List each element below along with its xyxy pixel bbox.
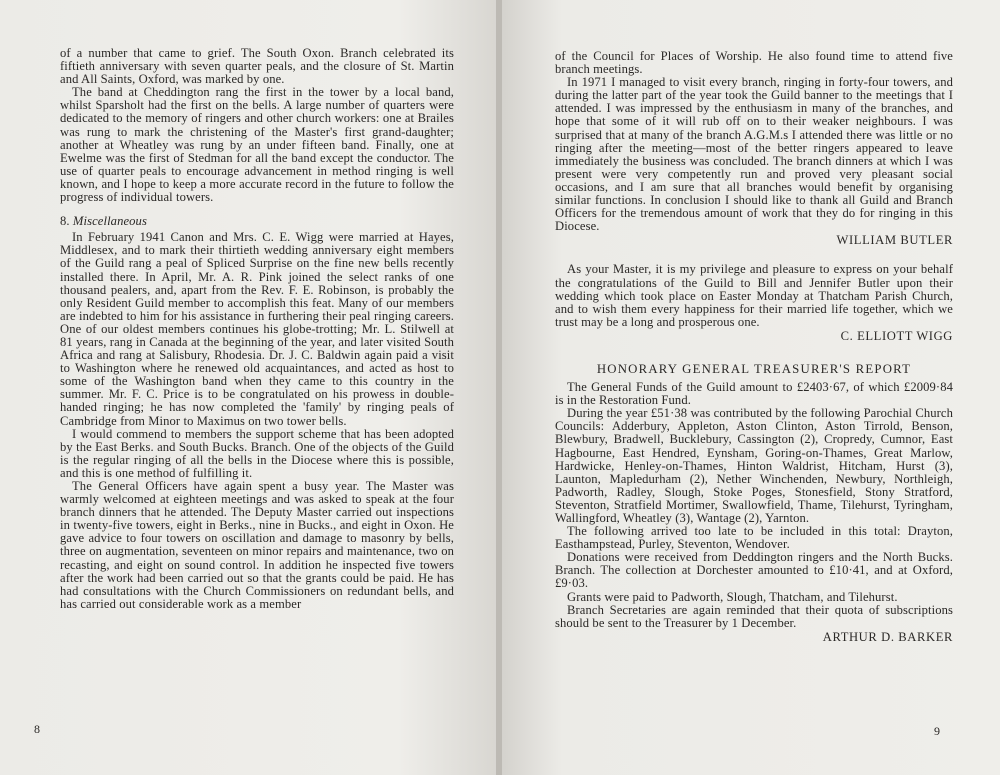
paragraph: The band at Cheddington rang the first in the tower by a local band, whilst Sparsholt had the first on the bells. A large number of quarters were dedicated to the memory of ringers and other church workers: one at Brailes was rung to mark the christening of the Master's first grand-daughter; another at Wheatley was rung by an under fifteen band. Finally, one at Ewelme was the first of Stedman for all the band except the conductor. The use of quarter peals to encourage advancement in method ringing is well known, and I hope to keep a more accurate record in the future to follow the progress of individual towers. [60,85,454,205]
paragraph: Donations were received from Deddington ringers and the North Bucks. Branch. The collection at Dorchester amounted to £10·41, and at Oxford, £9·03. [555,550,953,591]
paragraph: Grants were paid to Padworth, Slough, Thatcham, and Tilehurst. [567,589,898,604]
paragraph: Branch Secretaries are again reminded that their quota of subscriptions should be sent to the Treasurer by 1 December. [555,602,953,630]
section-number: 8. [60,214,70,229]
section-heading [60,215,454,228]
paragraph: During the year £51·38 was contributed by the following Parochial Church Councils: Adderbury, Appleton, Aston Clinton, Aston Tirrold, Benson, Blewbury, Bradwell, Bucklebury, Cassington (2), Cropredy, Cumnor, East Hagbourne, East Hendred, Eynsham, Goring-on-Thames, Great Marlow, Hardwicke, Henley-on-Thames, Hinton Waldrist, Hitcham, Hurst (3), Launton, Mapledurham (2), Nether Winchenden, Newbury, Northleigh, Padworth, Radley, Slough, Stoke Poges, Stonesfield, Stony Stratford, Steventon, Stratfield Mortimer, Swallowfield, Thame, Tilehurst, Tyringham, Wallingford, Wheatley (3), Wantage (2), Yarnton. [555,406,953,525]
paragraph: As your Master, it is my privilege and pleasure to express on your behalf the congratulations of the Guild to Bill and Jennifer Butler upon their wedding which took place on Easter Monday at Thatcham Parish Church, and to wish them every happiness for their married life together, which we trust may be a long and prosperous one. [555,262,953,329]
left-page [0,0,498,775]
right-page [502,0,1000,775]
right-page-text [555,50,953,644]
paragraph: of a number that came to grief. The South Oxon. Branch celebrated its fiftieth anniversary with seven quarter peals, and the closure of St. Martin and All Saints, Oxford, was marked by one. [60,46,454,87]
signature: WILLIAM BUTLER [836,233,953,248]
paragraph: The General Funds of the Guild amount to £2403·67, of which £2009·84 is in the Restoration Fund. [555,380,953,408]
left-page-text [60,47,454,611]
paragraph: I would commend to members the support scheme that has been adopted by the East Berks. and South Bucks. Branch. One of the objects of the Guild is the regular ringing of all the bells in the Diocese where this is possible, and this is one method of fulfilling it. [60,426,454,480]
section-heading-text: Miscellaneous [72,214,147,229]
section-title: HONORARY GENERAL TREASURER'S REPORT [596,361,912,376]
paragraph: In 1971 I managed to visit every branch, ringing in forty-four towers, and during the latter part of the year took the Guild banner to the meetings that I attended. I was impressed by the enthusiasm in many of the branches, and hope that some of it will rub off on to their weaker neighbours. I was surprised that at many of the branch A.G.M.s I attended there was little or no ringing after the meeting—most of the better ringers appeared to leave immediately the business was concluded. The branch dinners at which I was present were very competently run and proved very pleasant social occasions, and I am sure that all branches would benefit by organising similar functions. In conclusion I should like to thank all Guild and Branch Officers for the tremendous amount of work that they do for ringing in this Diocese. [555,75,953,234]
paragraph: The General Officers have again spent a busy year. The Master was warmly welcomed at eighteen meetings and was asked to speak at the four branch dinners that he attended. The Deputy Master carried out inspections in twenty-five towers, eight in Berks., nine in Bucks., and eight in Oxon. He gave advice to four towers on oscillation and damage to masonry by bells, three on augmentation, seventeen on minor repairs and maintenance, two on recasting, and eight on sound control. In addition he inspected five towers after the work had been carried out so that the grants could be paid. He has had consultations with the Church Commissioners on redundant bells, and has carried out considerable work as a member [60,479,454,611]
signature: ARTHUR D. BARKER [822,629,953,644]
signature: C. ELLIOTT WIGG [840,328,953,343]
paragraph: The following arrived too late to be included in this total: Drayton, Easthampstead, Purley, Steventon, Wendover. [555,524,953,552]
paragraph: In February 1941 Canon and Mrs. C. E. Wigg were married at Hayes, Middlesex, and to mark their thirtieth wedding anniversary eight members of the Guild rang a peal of Spliced Surprise on the fine new bells recently installed there. In April, Mr. A. R. Pink joined the select ranks of one thousand pealers, and, apart from the Rev. F. E. Robinson, is probably the only Resident Guild member to accomplish this feat. Many of our members are indebted to him for his assistance in furthering their peal ringing careers. One of our oldest members continues his globe-trotting; Mr. L. Stilwell at 81 years, rang in Canada at the beginning of the year, and later visited South Africa and rang at Salisbury, Rhodesia. Dr. J. C. Baldwin again paid a visit to Washington where he renewed old acquaintances, and acted as host to some of the Washington band when they came to this country in the summer. Mr. F. C. Price is to be congratulated on his prowess in double-handed ringing; he has now completed the 'family' by ringing peals of Cambridge from Minor to Maximus on two tower bells. [60,230,454,428]
page-number: 8 [34,722,40,736]
page-number: 9 [934,724,940,738]
paragraph: of the Council for Places of Worship. He also found time to attend five branch meetings. [555,49,953,77]
